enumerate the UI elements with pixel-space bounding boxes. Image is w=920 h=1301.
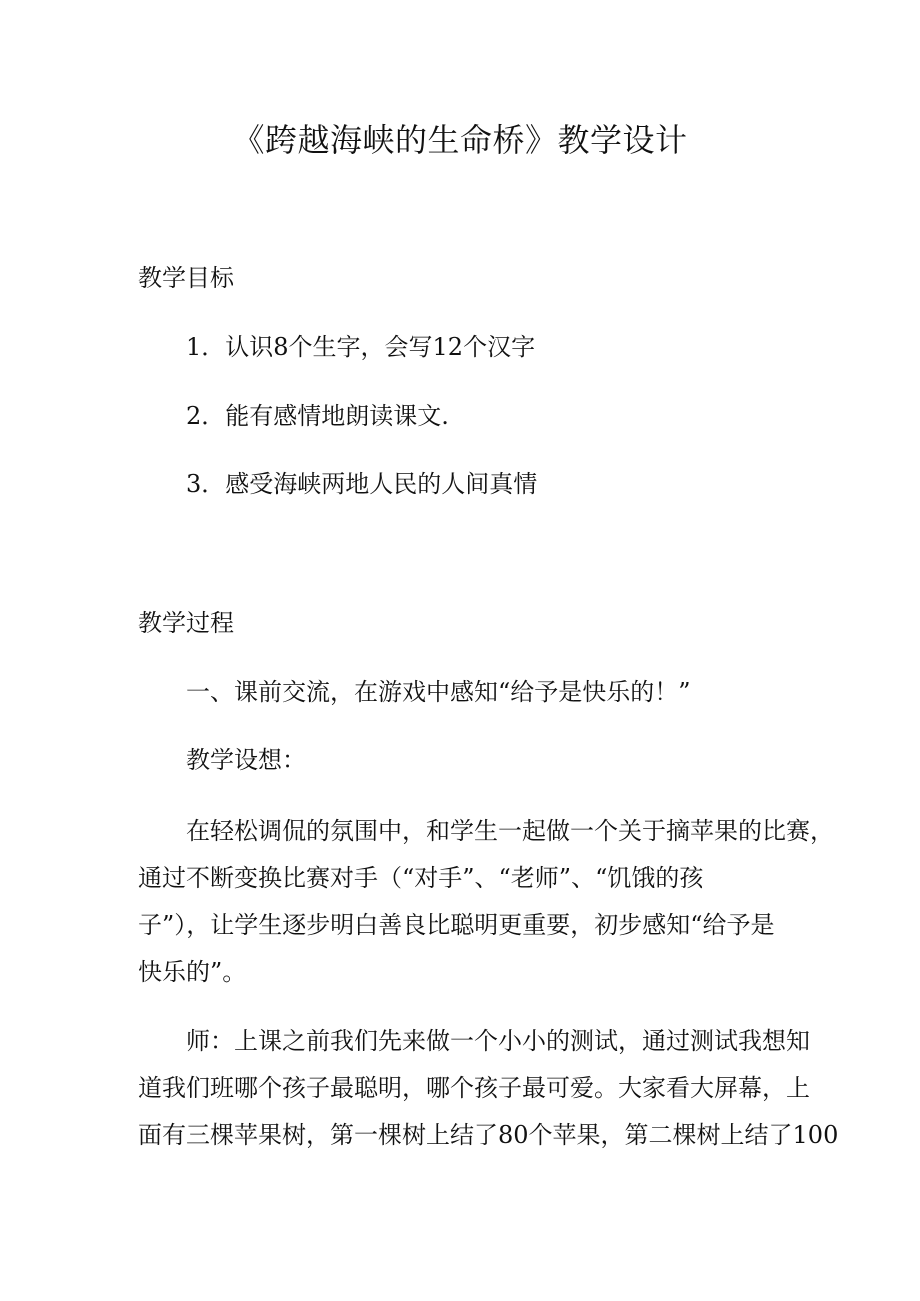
paragraph-line: 快乐的”。 (138, 958, 247, 986)
teacher-paragraph (138, 1018, 839, 1159)
design-label: 教学设想： (186, 746, 306, 774)
document-title: 《跨越海峡的生命桥》教学设计 (232, 121, 688, 159)
paragraph-line: 在轻松调侃的氛围中，和学生一起做一个关于摘苹果的比赛， (186, 817, 834, 845)
objective-item-1: 1．认识8个生字，会写12个汉字 (186, 333, 536, 361)
process-step-1: 一、课前交流，在游戏中感知“给予是快乐的！” (186, 678, 691, 706)
section-heading-objectives: 教学目标 (138, 264, 234, 292)
paragraph-line: 通过不断变换比赛对手（“对手”、“老师”、“饥饿的孩 (138, 864, 704, 892)
paragraph-line: 子”），让学生逐步明白善良比聪明更重要，初步感知“给予是 (138, 911, 775, 939)
paragraph-line: 师：上课之前我们先来做一个小小的测试，通过测试我想知 (186, 1027, 810, 1055)
objective-item-2: 2．能有感情地朗读课文. (186, 402, 449, 430)
section-heading-process: 教学过程 (138, 609, 234, 637)
paragraph-line: 道我们班哪个孩子最聪明，哪个孩子最可爱。大家看大屏幕，上 (138, 1074, 810, 1102)
objective-item-3: 3．感受海峡两地人民的人间真情 (186, 470, 538, 498)
paragraph-line: 面有三棵苹果树，第一棵树上结了80个苹果，第二棵树上结了100 (138, 1121, 839, 1149)
design-paragraph (138, 808, 834, 996)
